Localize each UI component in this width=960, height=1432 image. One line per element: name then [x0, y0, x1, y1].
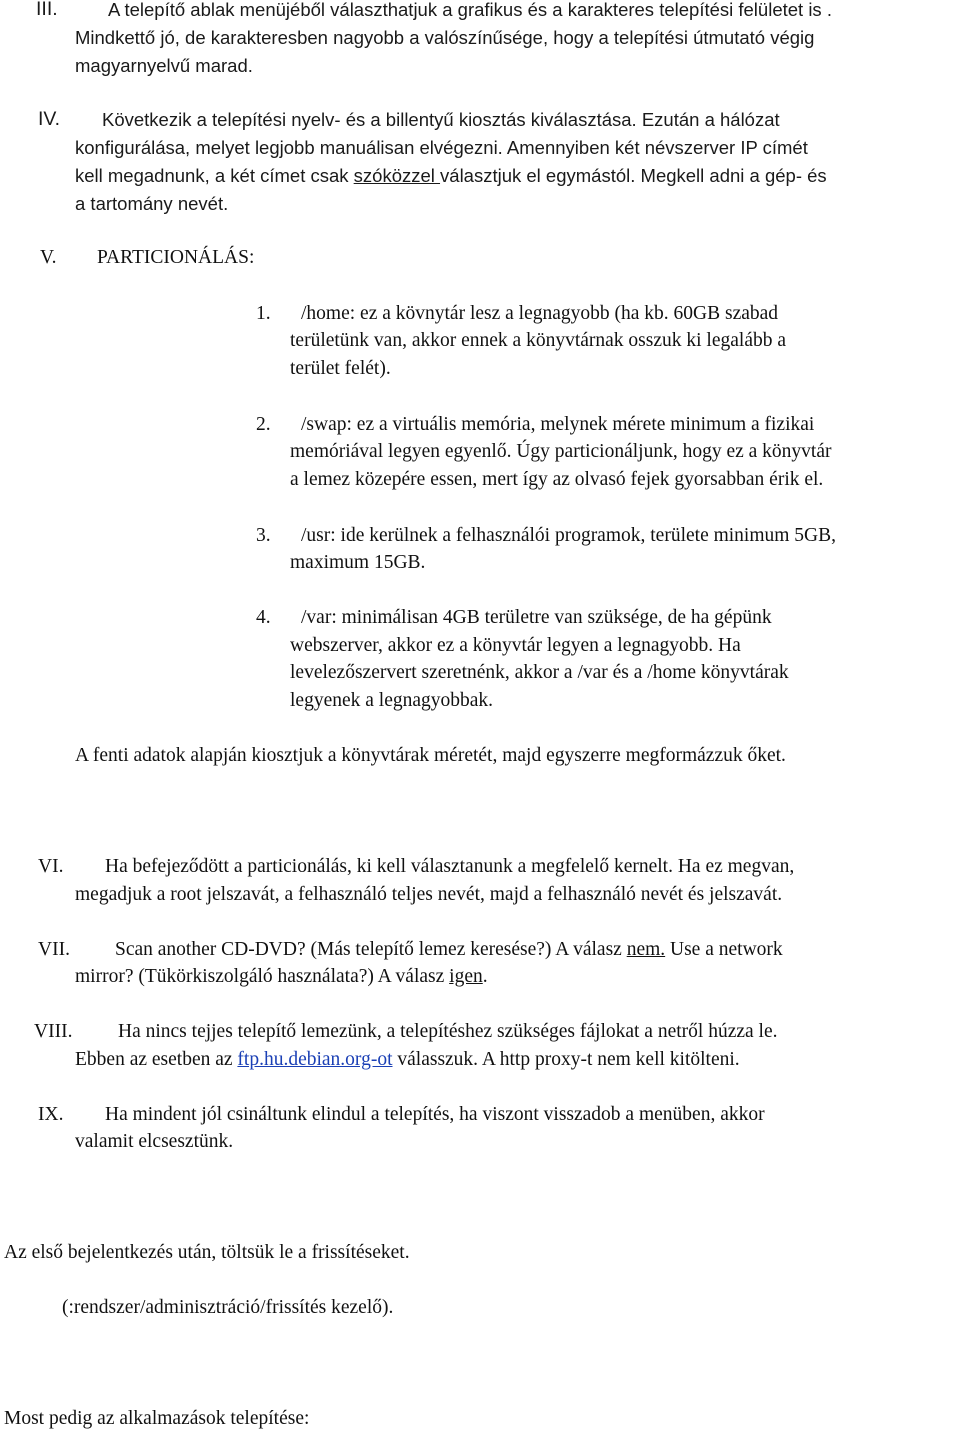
text-run: választjuk el egymástól. Megkell adni a gép- és: [440, 165, 827, 186]
list-item-line: /home: ez a kövnytár lesz a legnagyobb (ha kb. 60GB szabad: [301, 303, 779, 324]
text-run: kell megadnunk, a két címet csak: [75, 165, 354, 186]
summary-line: A fenti adatok alapján kiosztjuk a könyvtárak méretét, majd egyszerre megformázzuk őket.: [75, 745, 786, 766]
paragraph-line: Következik a telepítési nyelv- és a billentyű kiosztás kiválasztása. Ezután a hálózat: [102, 109, 780, 130]
list-item-line: levelezőszervert szeretnénk, akkor a /var és a /home könyvtárak: [290, 662, 789, 683]
paragraph-line: Ha befejeződött a particionálás, ki kell választanunk a megfelelő kernelt. Ha ez megvan,: [105, 856, 795, 877]
section-number: V.: [40, 247, 57, 268]
text-run: Ebben az esetben az: [75, 1049, 238, 1070]
text-run: .: [482, 966, 488, 987]
text-run: mirror? (Tükörkiszolgáló használata?) A válasz: [75, 966, 450, 987]
section-number: VIII.: [34, 1021, 73, 1042]
section-number: IV.: [38, 108, 61, 130]
list-item-line: /var: minimálisan 4GB területre van szüksége, de ha gépünk: [301, 607, 772, 628]
paragraph-line: [75, 963, 488, 990]
paragraph-line: [115, 936, 783, 963]
paragraph-line: Ha nincs tejjes telepítő lemezünk, a telepítéshez szükséges fájlokat a netről húzza le.: [118, 1021, 778, 1042]
section-number: VII.: [38, 939, 70, 960]
paragraph-line: Most pedig az alkalmazások telepítése:: [4, 1408, 310, 1429]
section-title: PARTICIONÁLÁS:: [97, 247, 255, 268]
ftp-mirror-link[interactable]: ftp.hu.debian.org-ot: [237, 1049, 393, 1070]
paragraph-line: [75, 162, 827, 189]
paragraph-line: konfigurálása, melyet legjobb manuálisan elvégezni. Amennyiben két névszerver IP címét: [75, 137, 808, 158]
list-item-line: /swap: ez a virtuális memória, melynek mérete minimum a fizikai: [301, 414, 815, 435]
text-run: Use a network: [665, 939, 783, 960]
underlined-answer: igen: [449, 966, 483, 987]
section-number: VI.: [38, 856, 64, 877]
list-item-line: a lemez közepére essen, mert így az olvasó fejek gyorsabban érik el.: [290, 469, 824, 490]
paragraph-line: A telepítő ablak menüjéből választhatjuk a grafikus és a karakteres telepítési felületet is .: [108, 0, 832, 20]
text-run: válasszuk. A http proxy-t nem kell kitölteni.: [392, 1049, 740, 1070]
underlined-answer: nem.: [626, 939, 666, 960]
list-item-number: 4.: [256, 607, 271, 628]
list-item-line: /usr: ide kerülnek a felhasználói programok, területe minimum 5GB,: [301, 525, 837, 546]
paragraph-line: a tartomány nevét.: [75, 193, 229, 214]
list-item-line: maximum 15GB.: [290, 552, 426, 573]
underlined-text: szóközzel: [353, 165, 441, 186]
paragraph-line: Az első bejelentkezés után, töltsük le a frissítéseket.: [4, 1242, 410, 1263]
paragraph-line: megadjuk a root jelszavát, a felhasználó teljes nevét, majd a felhasználó nevét és jelszavát.: [75, 884, 783, 905]
list-item-line: terület felét).: [290, 358, 391, 379]
section-number: III.: [36, 0, 58, 20]
paragraph-line: Ha mindent jól csináltunk elindul a telepítés, ha viszont visszadob a menüben, akkor: [105, 1104, 765, 1125]
list-item-number: 1.: [256, 303, 271, 324]
list-item-line: webszerver, akkor ez a könyvtár legyen a legnagyobb. Ha: [290, 635, 741, 656]
list-item-number: 2.: [256, 414, 271, 435]
paragraph-line: magyarnyelvű marad.: [75, 55, 253, 76]
paragraph-line: [75, 1046, 740, 1073]
paragraph-line: valamit elcsesztünk.: [75, 1131, 234, 1152]
list-item-line: memóriával legyen egyenlő. Úgy particionáljunk, hogy ez a könyvtár: [290, 441, 832, 462]
paragraph-line: Mindkettő jó, de karakteresben nagyobb a valószínűsége, hogy a telepítési útmutató végig: [75, 27, 815, 48]
list-item-line: területünk van, akkor ennek a könyvtárnak osszuk ki legalább a: [290, 330, 787, 351]
paragraph-line: (:rendszer/adminisztráció/frissítés kezelő).: [62, 1297, 394, 1318]
text-run: Scan another CD-DVD? (Más telepítő lemez keresése?) A válasz: [115, 939, 627, 960]
list-item-line: legyenek a legnagyobbak.: [290, 690, 494, 711]
list-item-number: 3.: [256, 525, 271, 546]
section-number: IX.: [38, 1104, 64, 1125]
